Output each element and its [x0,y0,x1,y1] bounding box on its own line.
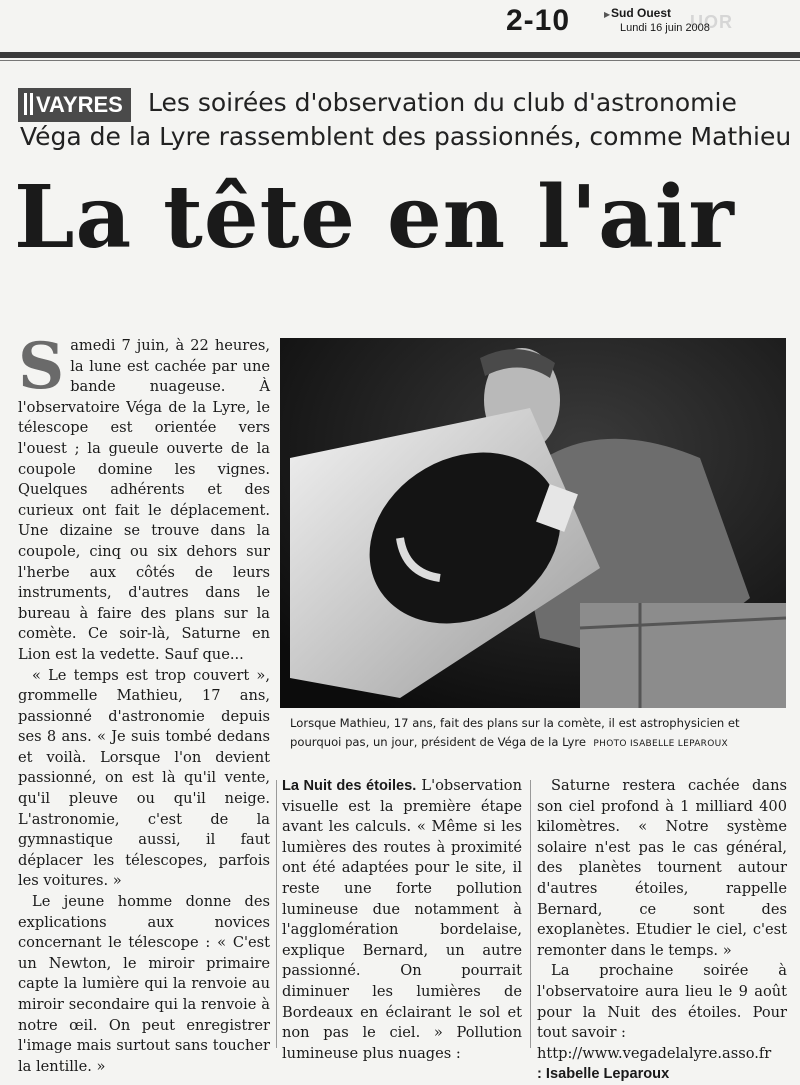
paragraph: « Le temps est trop couvert », grommelle Mathieu, 17 ans, passionné d'astronomie depuis ses 8 ans. « Je suis tombé dedans et voilà. Lorsque l'on devient passionné, on est là qu'il vente, qu'il pleuve ou qu'il neige. L'astronomie, c'est de la gymnastique aussi, il faut déplacer les télescopes, parfois les voitures. » [18,666,270,890]
subhead-lead-in: La Nuit des étoiles. [282,778,417,794]
page-number: 2-10 [506,4,571,37]
header-rule-thin [0,60,800,61]
article-column-3 [537,776,787,1085]
photo-caption [290,714,784,754]
paragraph: La prochaine soirée à l'observatoire aura lieu le 9 août pour la Nuit des étoiles. Pour tout savoir : [537,962,787,1042]
article-column-1 [18,329,270,1077]
byline: : Isabelle Leparoux [537,1066,670,1083]
club-website-url: http://www.vegadelalyre.asso.fr [537,1044,772,1062]
location-label: VAYRES [36,92,123,117]
paragraph: Le jeune homme donne des explications aux novices concernant le télescope : « C'est un Newton, le miroir primaire capte la lumière qui la renvoie au miroir secondaire qui la renvoie à notre œil. On peut enregistrer l'image mais surtout sans toucher la lentille. » [18,893,270,1075]
publication-date: Lundi 16 juin 2008 [620,22,710,34]
paragraph: Saturne restera cachée dans son ciel profond à 1 milliard 400 kilomètres. « Notre système solaire n'est pas le cas général, des planètes tournent autour d'autres étoiles, rappelle Bernard, ce sont des exoplanètes. Etudier le ciel, c'est remonter dans le temps. » [537,777,787,959]
arrow-icon: ▶ [604,10,611,19]
photo-credit: PHOTO ISABELLE LEPAROUX [593,739,728,749]
photo-illustration [280,338,786,708]
column-divider [530,780,531,1048]
paragraph: La Nuit des étoiles. L'observation visuelle est la première étape avant les calculs. « Même si les lumières des routes à proximité ont été adaptées pour le site, il reste une forte pollution lumineuse due notamment à l'agglomération bordelaise, explique Bernard, un autre passionné. On pourrait diminuer les lumières de Bordeaux en éclairant le sol et non pas le ciel. » Pollution lumineuse plus nuages : [282,777,522,1062]
header-rule [0,52,800,58]
headline: La tête en l'air [14,167,735,268]
publication-name: Sud Ouest [611,6,672,20]
drop-cap: S [18,329,65,404]
deck-line-1: Les soirées d'observation du club d'astronomie [148,88,737,117]
bleed-through-text: UOR [690,12,733,32]
paragraph: Samedi 7 juin, à 22 heures, la lune est cachée par une bande nuageuse. À l'observatoire Véga de la Lyre, le télescope est orientée vers l'ouest ; la gueule ouverte de la coupole domine les vignes. Quelques adhérents et des curieux ont fait le déplacement. Une dizaine se trouve dans la coupole, cinq ou six dehors sur l'herbe aux côtés de leurs instruments, d'autres dans le bureau à faire des plans sur la comète. Ce soir-là, Saturne en Lion est la vedette. Sauf que... [18,329,270,663]
article-photo [280,338,786,708]
deck-line-2: Véga de la Lyre rassemblent des passionnés, comme Mathieu [20,122,792,151]
column-divider [276,780,277,1048]
location-badge [18,88,131,122]
caption-text: Lorsque Mathieu, 17 ans, fait des plans sur la comète, il est astrophysicien et pourquoi pas, un jour, président de Véga de la Lyre [290,716,740,749]
article-column-2 [282,776,522,1064]
